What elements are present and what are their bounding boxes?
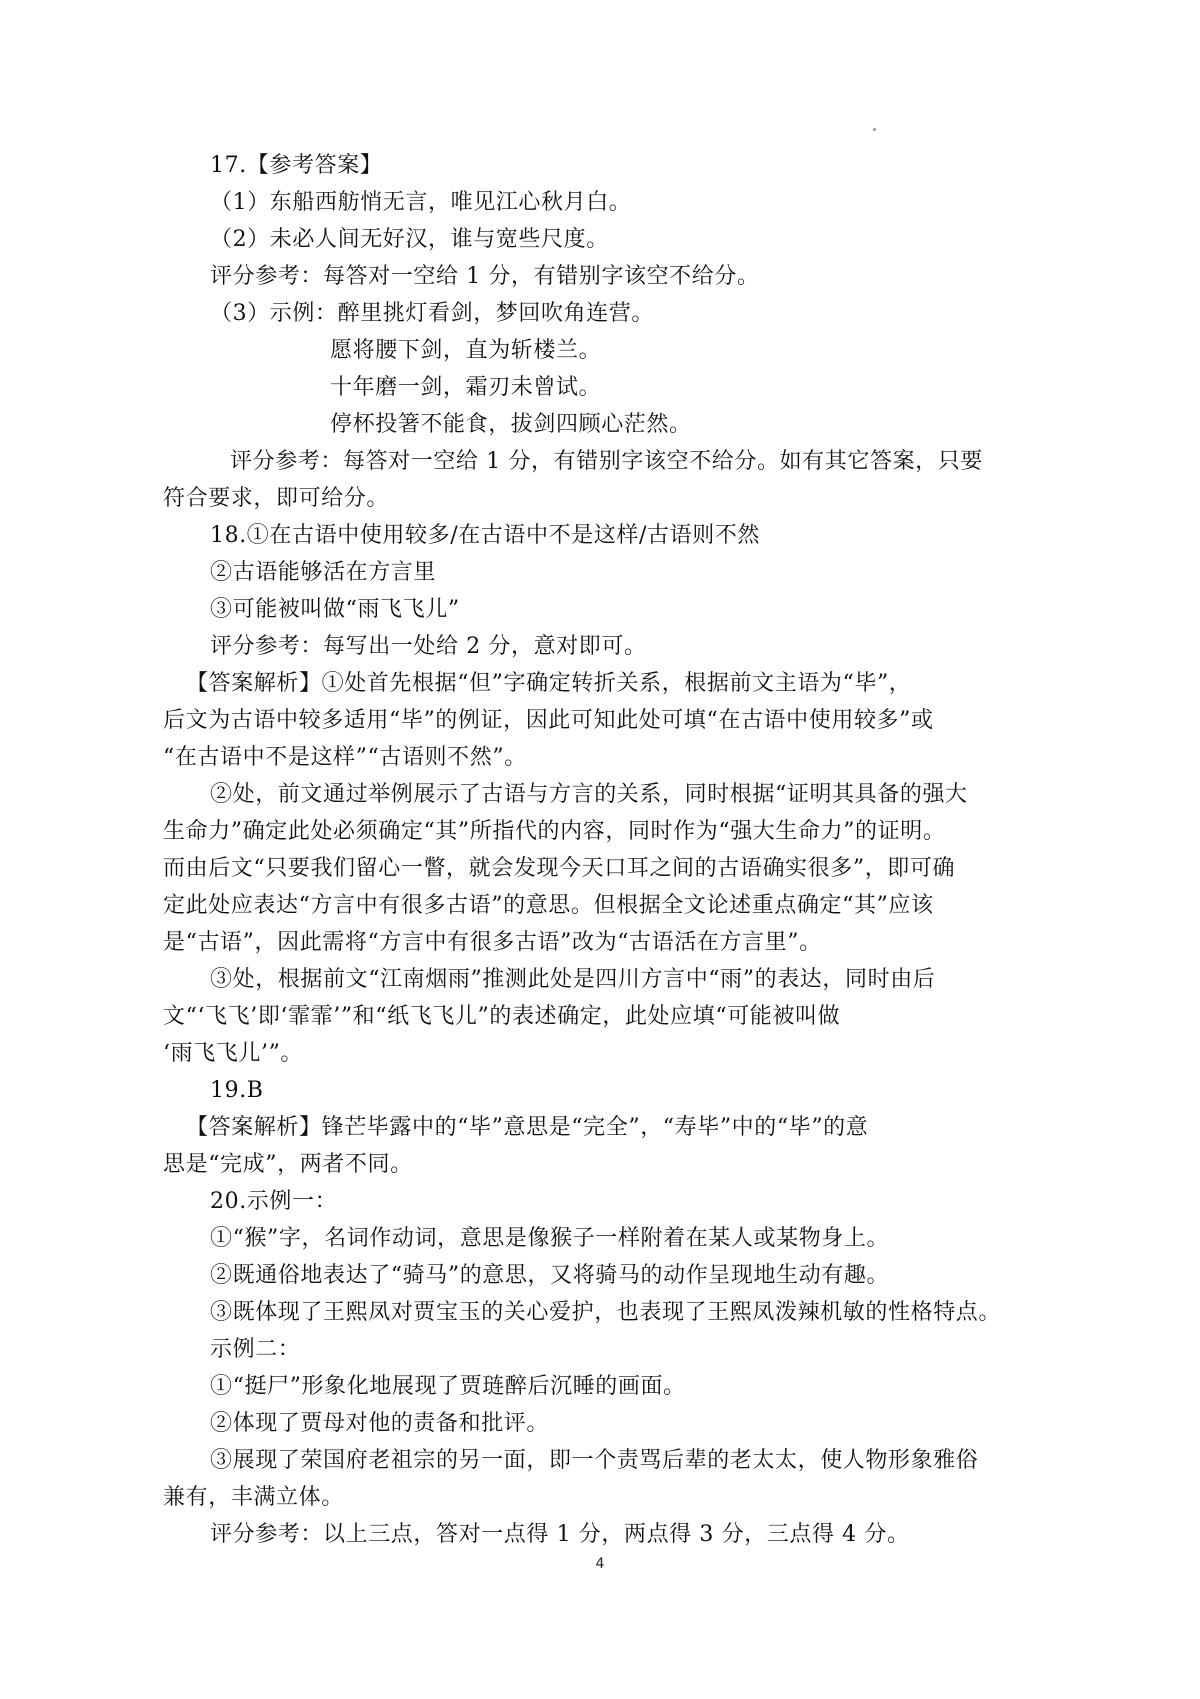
q20-example-2-point-3-cont: 兼有，丰满立体。 (163, 1485, 344, 1510)
q18-analysis-3: “在古语中不是这样”“古语则不然”。 (163, 745, 527, 770)
q18-analysis-11: ‘雨飞飞儿’”。 (163, 1041, 304, 1066)
q20-example-2-point-1: ①“挺尸”形象化地展现了贾琏醉后沉睡的画面。 (210, 1374, 686, 1399)
q17-heading: 17.【参考答案】 (210, 153, 383, 178)
q18-analysis-5: 生命力”确定此处必须确定“其”所指代的内容，同时作为“强大生命力”的证明。 (163, 819, 946, 844)
q17-example-line-4: 停杯投箸不能食，拔剑四顾心茫然。 (330, 412, 692, 437)
q19-analysis-2: 思是“完成”，两者不同。 (163, 1152, 413, 1177)
q18-answer-2: ②古语能够活在方言里 (210, 560, 437, 585)
q20-example-2-heading: 示例二： (210, 1337, 301, 1362)
q17-scoring-2-cont: 符合要求，即可给分。 (163, 486, 390, 511)
q19-analysis-1: 【答案解析】锋芒毕露中的“毕”意思是“完全”，“寿毕”中的“毕”的意 (186, 1115, 869, 1140)
q18-analysis-2: 后文为古语中较多适用“毕”的例证，因此可知此处可填“在古语中使用较多”或 (163, 708, 934, 733)
q20-example-1-point-3: ③既体现了王熙凤对贾宝玉的关心爱护，也表现了王熙凤泼辣机敏的性格特点。 (210, 1300, 1002, 1325)
q17-answer-1: （1）东船西舫悄无言，唯见江心秋月白。 (210, 190, 632, 215)
q18-analysis-10: 文“‘飞飞’即‘霏霏’”和“纸飞飞儿”的表述确定，此处应填“可能被叫做 (163, 1004, 841, 1029)
q17-scoring-2: 评分参考：每答对一空给 1 分，有错别字该空不给分。如有其它答案，只要 (230, 449, 983, 474)
q18-answer-1: 18.①在古语中使用较多/在古语中不是这样/古语则不然 (210, 523, 761, 548)
q18-analysis-8: 是“古语”，因此需将“方言中有很多古语”改为“古语活在方言里”。 (163, 930, 822, 955)
q18-analysis-1: 【答案解析】①处首先根据“但”字确定转折关系，根据前文主语为“毕”， (186, 671, 912, 696)
q18-answer-3: ③可能被叫做“雨飞飞儿” (210, 597, 460, 622)
q18-analysis-9: ③处，根据前文“江南烟雨”推测此处是四川方言中“雨”的表达，同时由后 (210, 967, 936, 992)
page-number: 4 (595, 1556, 605, 1572)
q17-example-line-2: 愿将腰下剑，直为斩楼兰。 (330, 338, 602, 363)
q20-scoring: 评分参考：以上三点，答对一点得 1 分，两点得 3 分，三点得 4 分。 (210, 1522, 910, 1547)
q19-answer: 19.B (210, 1078, 264, 1103)
q20-example-2-point-2: ②体现了贾母对他的责备和批评。 (210, 1411, 550, 1436)
q20-example-2-point-3: ③展现了荣国府老祖宗的另一面，即一个责骂后辈的老太太，使人物形象雅俗 (210, 1448, 979, 1473)
q18-analysis-7: 定此处应表达“方言中有很多古语”的意思。但根据全文论述重点确定“其”应该 (163, 893, 934, 918)
q18-scoring: 评分参考：每写出一处给 2 分，意对即可。 (210, 634, 647, 659)
q17-scoring-1: 评分参考：每答对一空给 1 分，有错别字该空不给分。 (210, 264, 760, 289)
q20-example-1-point-1: ①“猴”字，名词作动词，意思是像猴子一样附着在某人或某物身上。 (210, 1226, 890, 1251)
q18-analysis-6: 而由后文“只要我们留心一瞥，就会发现今天口耳之间的古语确实很多”，即可确 (163, 856, 956, 881)
scan-speck (873, 128, 876, 131)
q17-answer-3: （3）示例：醉里挑灯看剑，梦回吹角连营。 (210, 301, 654, 326)
q20-example-1-point-2: ②既通俗地表达了“骑马”的意思，又将骑马的动作呈现地生动有趣。 (210, 1263, 890, 1288)
q17-answer-2: （2）未必人间无好汉，谁与宽些尺度。 (210, 227, 609, 252)
q18-analysis-4: ②处，前文通过举例展示了古语与方言的关系，同时根据“证明其具备的强大 (210, 782, 968, 807)
q20-example-1-heading: 20.示例一： (210, 1189, 338, 1214)
q17-example-line-3: 十年磨一剑，霜刃未曾试。 (330, 375, 602, 400)
